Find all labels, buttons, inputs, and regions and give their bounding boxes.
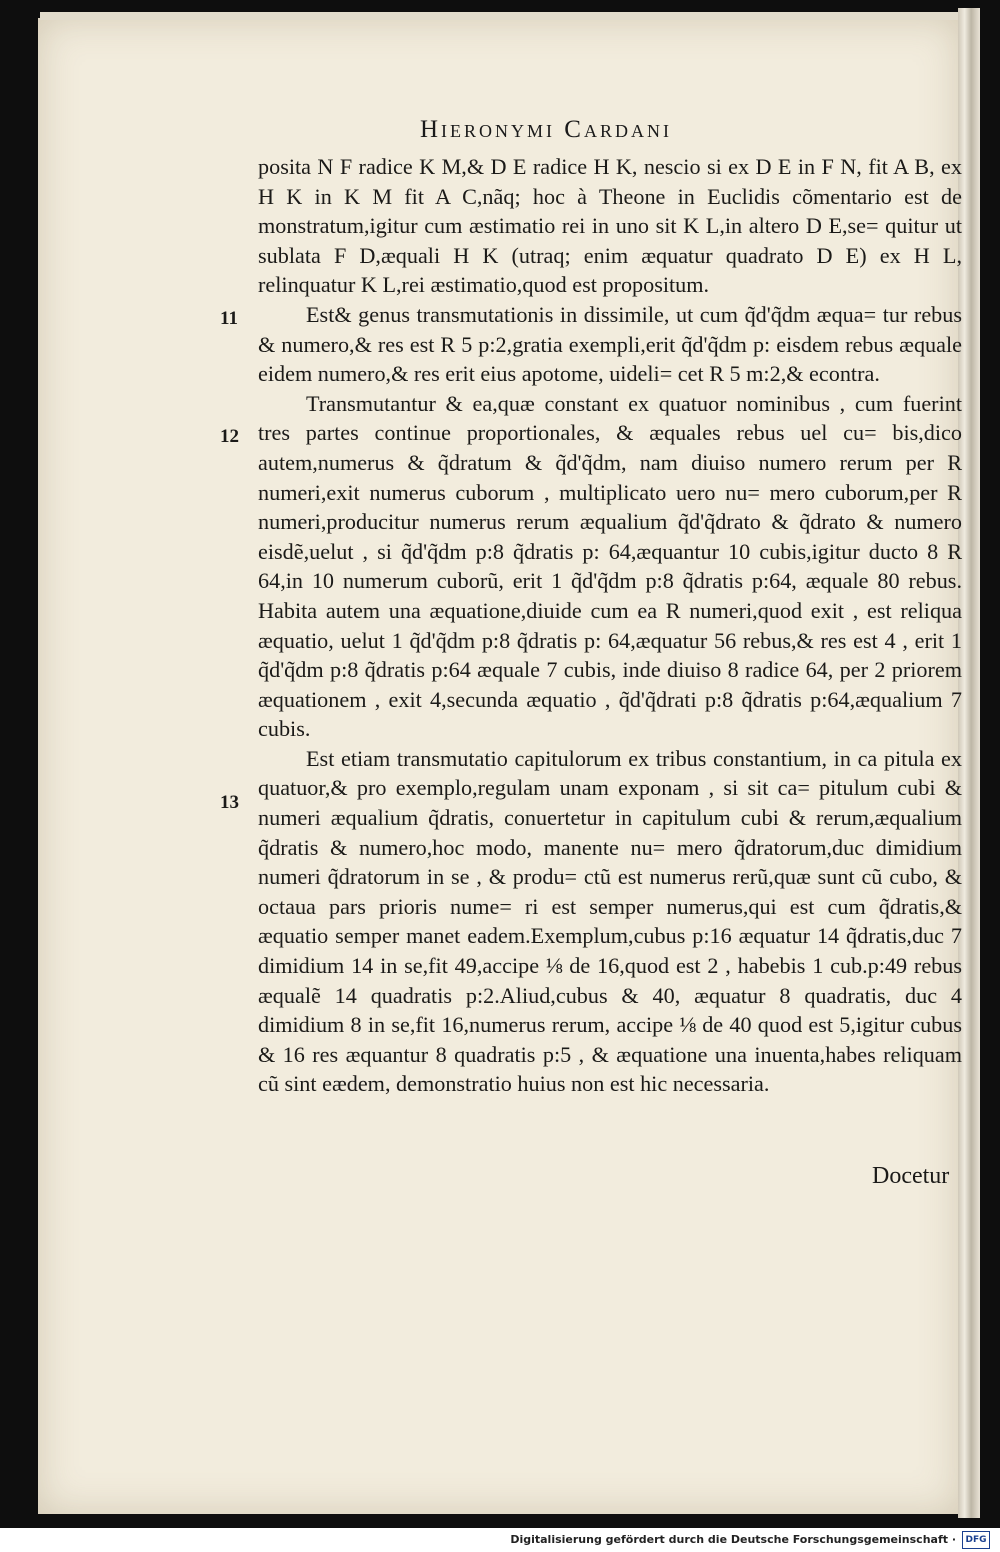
margin-number-11: 11	[220, 308, 238, 329]
running-head: Hieronymi Cardani	[420, 116, 672, 143]
paragraph-11: Est& genus transmutationis in dissimile, ut cum q̃d'q̃dm æqua= tur rebus & numero,& res est R 5 p:2,gratia exempli,erit q̃d'q̃dm p: eisdem rebus æquale eidem numero,& res erit eius apotome, uideli= cet R 5 m:2,& econtra.	[258, 301, 962, 387]
paragraph-continuation: posita N F radice K M,& D E radice H K, nescio si ex D E in F N, fit A B, ex H K in K M fit A C,nãq; hoc à Theone in Euclidis cõmentario est de monstratum,igitur cum æstimatio rei in uno sit K L,in altero D E,se= quitur ut sublata F D,æquali H K (utraq; enim æquatur quadrato D E) ex H L, relinquatur K L,rei æstimatio,quod est propositum.	[258, 154, 962, 298]
body-text	[258, 152, 962, 1099]
margin-number-12: 12	[220, 426, 239, 447]
dfg-logo-icon: DFG	[962, 1531, 990, 1549]
margin-number-13: 13	[220, 792, 239, 813]
catchword: Docetur	[872, 1163, 950, 1189]
paragraph-12: Transmutantur & ea,quæ constant ex quatuor nominibus , cum fuerint tres partes continue proportionales, & æquales rebus uel cu= bis,dico autem,numerus & q̃dratum & q̃d'q̃dm, nam diuiso numero rerum per R numeri,exit numerus cuborum , multiplicato uero nu= mero cuborum,per R numeri,producitur numerus rerum æqualium q̃d'q̃drato & q̃drato & numero eisdẽ,uelut , si q̃d'q̃dm p:8 q̃dratis p: 64,æquantur 10 cubis,igitur ducto 8 R 64,in 10 numerum cuborũ, erit 1 q̃d'q̃dm p:8 q̃dratis p:64, æquale 80 rebus. Habita autem una æquatione,diuide cum ea R numeri,quod exit , est reliqua æquatio, uelut 1 q̃d'q̃dm p:8 q̃dratis p: 64,æquatur 56 rebus,& res est 4 , erit 1 q̃d'q̃dm p:8 q̃dratis p:64 æquale 7 cubis, inde diuiso 8 radice 64, per 2 priorem æquationem , exit 4,secunda æquatio , q̃d'q̃drati p:8 q̃dratis p:64,æqualium 7 cubis.	[258, 390, 962, 742]
page-top-edge	[40, 12, 980, 20]
footer-credit: Digitalisierung gefördert durch die Deutsche Forschungsgemeinschaft ·	[510, 1533, 956, 1546]
paragraph-13: Est etiam transmutatio capitulorum ex tribus constantium, in ca pitula ex quatuor,& pro exemplo,regulam unam exponam , si sit ca= pitulum cubi & numeri æqualium q̃dratis, conuertetur in capitulum cubi & rerum,æqualium q̃dratis & numero,hoc modo, manente nu= mero q̃dratorum,duc dimidium numeri q̃dratorum in se , & produ= ctũ est numerus rerũ,quæ sunt cũ cubo, & octaua pars prioris nume= ri est semper numerus,qui est cum q̃dratis,& æquatio semper manet eadem.Exemplum,cubus p:16 æquatur 14 q̃dratis,duc 7 dimidium 14 in se,fit 49,accipe ⅛ de 16,quod est 2 , habebis 1 cub.p:49 rebus æqualẽ 14 quadratis p:2.Aliud,cubus & 40, æquatur 8 quadratis, duc 4 dimidium 8 in se,fit 16,numerus rerum, accipe ⅛ de 40 quod est 5,igitur cubus & 16 res æquantur 8 quadratis p:5 , & æquatione una inuenta,habes reliquam cũ sint eædem, demonstratio huius non est hic necessaria.	[258, 745, 962, 1097]
